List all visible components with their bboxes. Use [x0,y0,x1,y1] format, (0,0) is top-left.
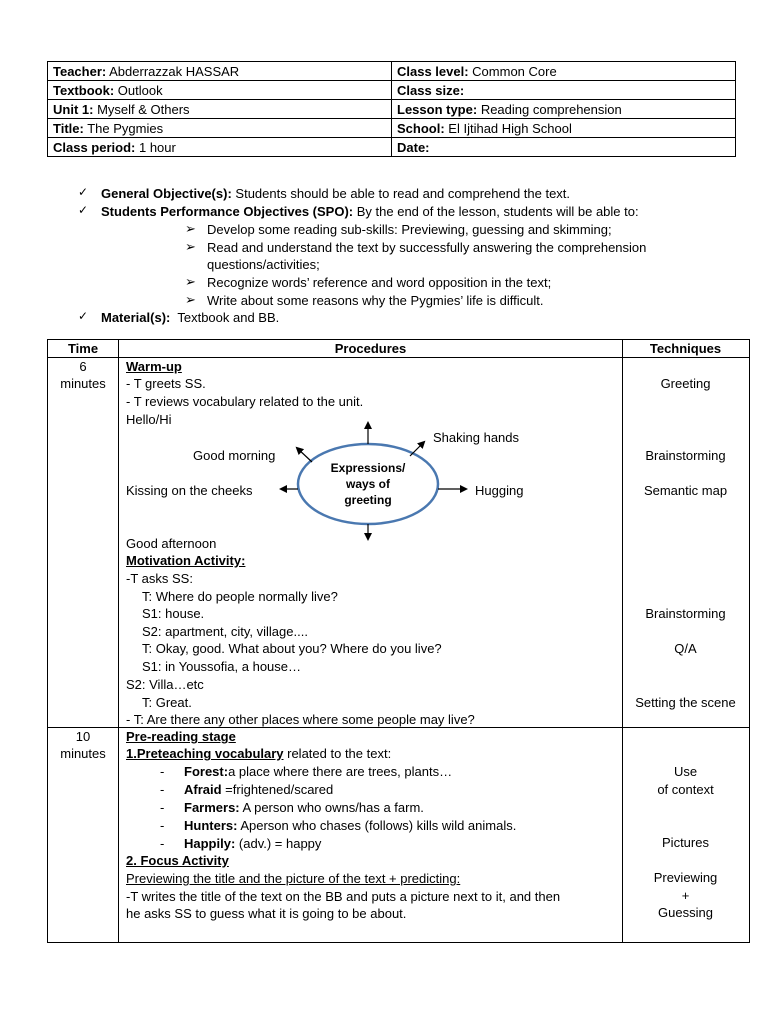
class-level-cell: Class level: Common Core [392,62,736,81]
center-label-line3: greeting [344,493,392,507]
row1-time-value: 6 [79,359,87,374]
node-hugging: Hugging [475,483,524,498]
bullet-arrow-icon: ➢ [185,274,196,289]
check-icon: ✓ [78,185,89,199]
technique: Previewing [653,870,718,885]
bullet-arrow-icon: ➢ [185,239,196,254]
class-size-cell: Class size: [392,81,736,100]
technique: Semantic map [643,483,728,498]
dialogue-line: T: Great. [142,695,192,710]
dash-bullet: - [160,782,165,797]
arrow-upper-right [410,442,424,456]
dialogue-line: T: Where do people normally live? [142,589,338,604]
spo-item-continued: questions/activities; [207,257,320,272]
procedure-line: - T greets SS. [126,376,206,391]
col-header-time: Time [67,341,99,356]
technique: + [681,888,690,903]
dash-bullet: - [160,800,165,815]
dialogue-line: S1: house. [142,606,205,621]
node-good-morning: Good morning [193,448,276,463]
focus-activity-subheading: Previewing the title and the picture of the text + predicting: [126,871,461,886]
col-header-techniques: Techniques [649,341,722,356]
spo-item: Write about some reasons why the Pygmies’ life is difficult. [207,293,544,308]
materials: Material(s): Textbook and BB. [101,310,280,325]
center-label-line1: Expressions/ [330,461,406,475]
node-good-afternoon: Good afternoon [126,536,217,551]
vocab-item: Afraid =frightened/scared [184,782,334,797]
technique: Setting the scene [635,695,736,710]
school-cell: School: El Ijtihad High School [392,119,736,138]
dialogue-line: S2: Villa…etc [126,677,204,692]
procedure-line: -T writes the title of the text on the BB and puts a picture next to it, and then [126,889,561,904]
bullet-arrow-icon: ➢ [185,221,196,236]
warmup-heading: Warm-up [126,359,182,374]
procedure-line: Hello/Hi [126,412,172,427]
node-shaking-hands: Shaking hands [433,430,520,445]
lesson-info-table [47,61,736,157]
column-divider [118,339,119,942]
row1-time-unit: minutes [60,376,106,391]
dialogue-line: - T: Are there any other places where some people may live? [126,712,475,727]
technique: Q/A [674,641,697,656]
dialogue-line: S1: in Youssofia, a house… [142,659,302,674]
check-icon: ✓ [78,309,89,323]
focus-activity-heading: 2. Focus Activity [126,853,229,868]
procedure-line: -T asks SS: [126,571,193,586]
vocab-item: Hunters: Aperson who chases (follows) kills wild animals. [184,818,517,833]
technique: of context [657,782,714,797]
technique: Guessing [658,905,713,920]
dialogue-line: S2: apartment, city, village.... [142,624,308,639]
unit-cell: Unit 1: Myself & Others [48,100,392,119]
technique: Brainstorming [645,448,726,463]
row2-time-unit: minutes [60,746,106,761]
preteaching-heading: 1.Preteaching vocabulary related to the text: [126,746,392,761]
center-label-line2: ways of [345,477,390,491]
spo-item: Develop some reading sub-skills: Previewing, guessing and skimming; [207,222,612,237]
lesson-type-cell: Lesson type: Reading comprehension [392,100,736,119]
spo-item: Recognize words’ reference and word opposition in the text; [207,275,552,290]
row2-time-value: 10 [75,729,91,744]
technique: Use [673,764,698,779]
technique: Pictures [662,835,709,850]
dash-bullet: - [160,836,165,851]
general-objective: General Objective(s): Students should be able to read and comprehend the text. [101,186,571,201]
date-cell: Date: [392,138,736,157]
dialogue-line: T: Okay, good. What about you? Where do you live? [142,641,442,656]
dash-bullet: - [160,818,165,833]
technique: Brainstorming [645,606,726,621]
dash-bullet: - [160,764,165,779]
motivation-heading: Motivation Activity: [126,553,246,568]
check-icon: ✓ [78,203,89,217]
procedure-line: - T reviews vocabulary related to the unit. [126,394,364,409]
node-kissing: Kissing on the cheeks [126,483,253,498]
vocab-item: Happily: (adv.) = happy [184,836,322,851]
teacher-cell: Teacher: Abderrazzak HASSAR [48,62,392,81]
procedure-line: he asks SS to guess what it is going to be about. [126,906,407,921]
class-period-cell: Class period: 1 hour [48,138,392,157]
prereading-heading: Pre-reading stage [126,729,236,744]
spo-item: Read and understand the text by successfully answering the comprehension [207,240,647,255]
spo-objective: Students Performance Objectives (SPO): By the end of the lesson, students will be able to: [101,204,639,219]
technique: Greeting [660,376,711,391]
title-cell: Title: The Pygmies [48,119,392,138]
bullet-arrow-icon: ➢ [185,292,196,307]
vocab-item: Farmers: A person who owns/has a farm. [184,800,424,815]
vocab-item: Forest:a place where there are trees, plants… [184,764,453,779]
textbook-cell: Textbook: Outlook [48,81,392,100]
col-header-procedures: Procedures [334,341,407,356]
arrow-upper-left [297,448,312,462]
